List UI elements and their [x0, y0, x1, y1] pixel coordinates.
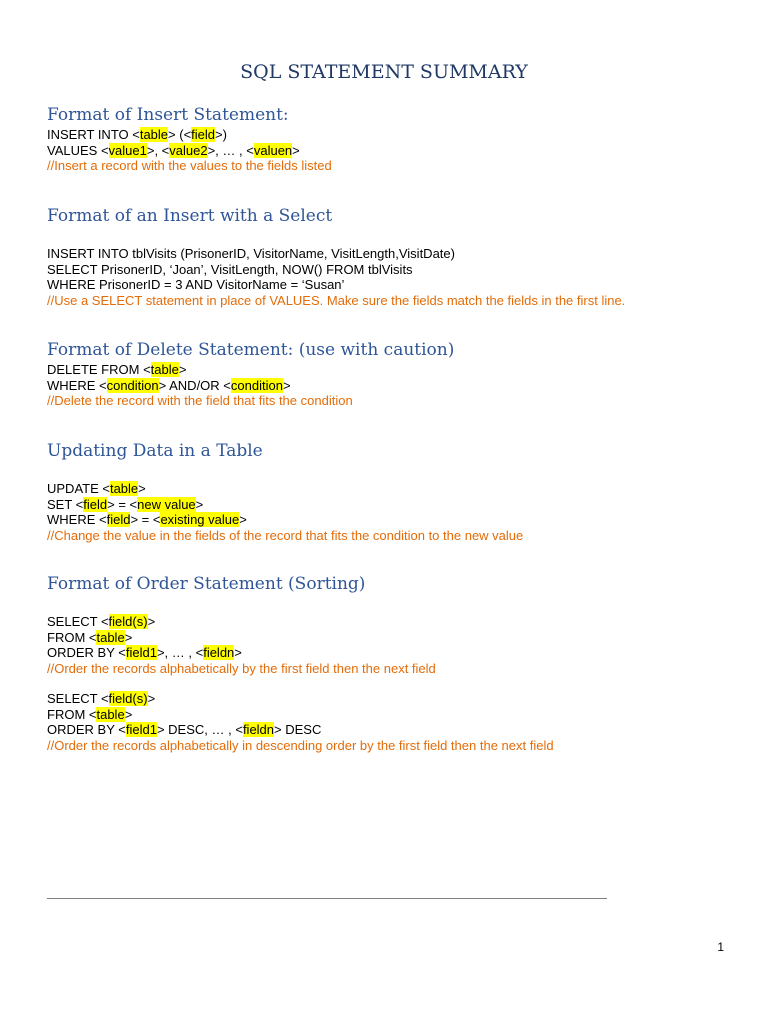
- text-run: //Insert a record with the values to the fields listed: [47, 158, 332, 173]
- text-run: //Change the value in the fields of the record that fits the condition to the new value: [47, 527, 524, 543]
- code-line: [47, 691, 737, 707]
- text-run: //Order the records alphabetically by the first field then the next field: [47, 660, 436, 676]
- text-run: >: [292, 142, 300, 158]
- section-update: [47, 439, 737, 543]
- comment-line: [47, 738, 737, 754]
- highlighted-placeholder: field: [191, 127, 216, 142]
- text-run: > = <: [107, 496, 138, 512]
- highlighted-placeholder: field: [83, 496, 108, 512]
- text-run: >: [234, 645, 242, 660]
- code-line: [47, 707, 737, 723]
- text-run: >, … , <: [207, 142, 254, 158]
- highlighted-placeholder: valuen: [253, 142, 293, 158]
- text-run: > = <: [130, 512, 161, 527]
- highlighted-placeholder: field1: [125, 722, 157, 737]
- code-line: [47, 362, 737, 378]
- comment-line: [47, 528, 737, 544]
- code-line: [47, 378, 737, 394]
- text-run: SELECT <: [47, 691, 109, 706]
- text-run: >, <: [146, 142, 170, 158]
- highlighted-placeholder: table: [150, 362, 179, 377]
- section-body: [47, 691, 737, 753]
- text-run: DELETE FROM <: [47, 362, 151, 377]
- highlighted-placeholder: field(s): [108, 691, 148, 706]
- section-body: [47, 246, 737, 308]
- text-run: >: [282, 377, 291, 393]
- text-run: SELECT <: [47, 614, 109, 629]
- text-run: //Use a SELECT statement in place of VALUES. Make sure the fields match the fields in the first line.: [47, 292, 626, 308]
- text-run: FROM <: [47, 629, 97, 645]
- highlighted-placeholder: new value: [137, 496, 196, 512]
- code-line: [47, 277, 737, 293]
- highlighted-placeholder: field1: [125, 645, 157, 660]
- highlighted-placeholder: condition: [106, 377, 159, 393]
- code-line: [47, 497, 737, 513]
- section-insert: [47, 103, 737, 174]
- text-run: UPDATE <: [47, 481, 110, 496]
- text-run: > DESC: [274, 722, 322, 737]
- page-title: SQL STATEMENT SUMMARY: [240, 61, 528, 83]
- text-run: ORDER BY <: [47, 722, 126, 737]
- code-line: [47, 481, 737, 497]
- text-run: >: [195, 496, 204, 512]
- highlighted-placeholder: value1: [108, 142, 147, 158]
- text-run: >: [147, 614, 156, 629]
- text-run: > AND/OR <: [158, 377, 231, 393]
- section-delete: [47, 338, 737, 409]
- section-heading: Format of Delete Statement: (use with caution): [47, 340, 455, 360]
- comment-line: [47, 661, 737, 677]
- text-run: VALUES <: [47, 142, 109, 158]
- highlighted-placeholder: condition: [230, 377, 283, 393]
- text-run: WHERE <: [47, 512, 107, 527]
- text-run: >: [124, 629, 133, 645]
- text-run: FROM <: [47, 706, 97, 722]
- highlighted-placeholder: value2: [169, 142, 208, 158]
- section-heading: Updating Data in a Table: [47, 441, 263, 461]
- text-run: //Order the records alphabetically in descending order by the first field then the next field: [47, 737, 554, 753]
- comment-line: [47, 393, 737, 409]
- text-run: >: [178, 362, 187, 377]
- footer-divider: [47, 898, 607, 899]
- section-body: [47, 481, 737, 543]
- highlighted-placeholder: field: [106, 512, 131, 527]
- highlighted-placeholder: table: [96, 629, 125, 645]
- text-run: >, … , <: [156, 645, 204, 660]
- highlighted-placeholder: table: [139, 127, 169, 142]
- text-run: //Delete the record with the field that fits the condition: [47, 393, 353, 408]
- highlighted-placeholder: existing value: [160, 512, 240, 527]
- text-run: INSERT INTO tblVisits (PrisonerID, VisitorName, VisitLength,VisitDate): [47, 246, 455, 261]
- highlighted-placeholder: table: [96, 706, 125, 722]
- text-run: SET <: [47, 496, 84, 512]
- code-line: [47, 246, 737, 262]
- section-body: [47, 362, 737, 409]
- code-line: [47, 722, 737, 738]
- section-order: [47, 572, 737, 676]
- highlighted-placeholder: table: [109, 481, 139, 496]
- highlighted-placeholder: fieldn: [203, 645, 235, 660]
- text-run: > (<: [168, 127, 192, 142]
- code-line: [47, 143, 737, 159]
- code-line: [47, 512, 737, 528]
- section-body: [47, 614, 737, 676]
- text-run: >: [147, 691, 156, 706]
- highlighted-placeholder: fieldn: [242, 722, 275, 737]
- text-run: ORDER BY <: [47, 645, 126, 660]
- text-run: SELECT PrisonerID, ‘Joan’, VisitLength, NOW() FROM tblVisits: [47, 261, 413, 277]
- code-line: [47, 127, 737, 143]
- text-run: >: [138, 481, 146, 496]
- text-run: >): [215, 127, 227, 142]
- highlighted-placeholder: field(s): [108, 614, 148, 629]
- code-line: [47, 262, 737, 278]
- section-heading: Format of Order Statement (Sorting): [47, 574, 366, 594]
- section-heading: Format of an Insert with a Select: [47, 206, 333, 226]
- text-run: >: [239, 512, 247, 527]
- text-run: >: [124, 706, 133, 722]
- code-line: [47, 630, 737, 646]
- comment-line: [47, 293, 737, 309]
- section-order-desc: [47, 691, 737, 753]
- comment-line: [47, 158, 737, 174]
- text-run: WHERE PrisonerID = 3 AND VisitorName = ‘Susan’: [47, 277, 345, 292]
- code-line: [47, 645, 737, 661]
- section-body: [47, 127, 737, 174]
- text-run: INSERT INTO <: [47, 127, 140, 142]
- code-line: [47, 614, 737, 630]
- text-run: WHERE <: [47, 377, 107, 393]
- text-run: > DESC, … , <: [156, 722, 243, 737]
- section-insert-select: [47, 204, 737, 308]
- section-heading: Format of Insert Statement:: [47, 105, 289, 125]
- page-number: 1: [717, 940, 724, 954]
